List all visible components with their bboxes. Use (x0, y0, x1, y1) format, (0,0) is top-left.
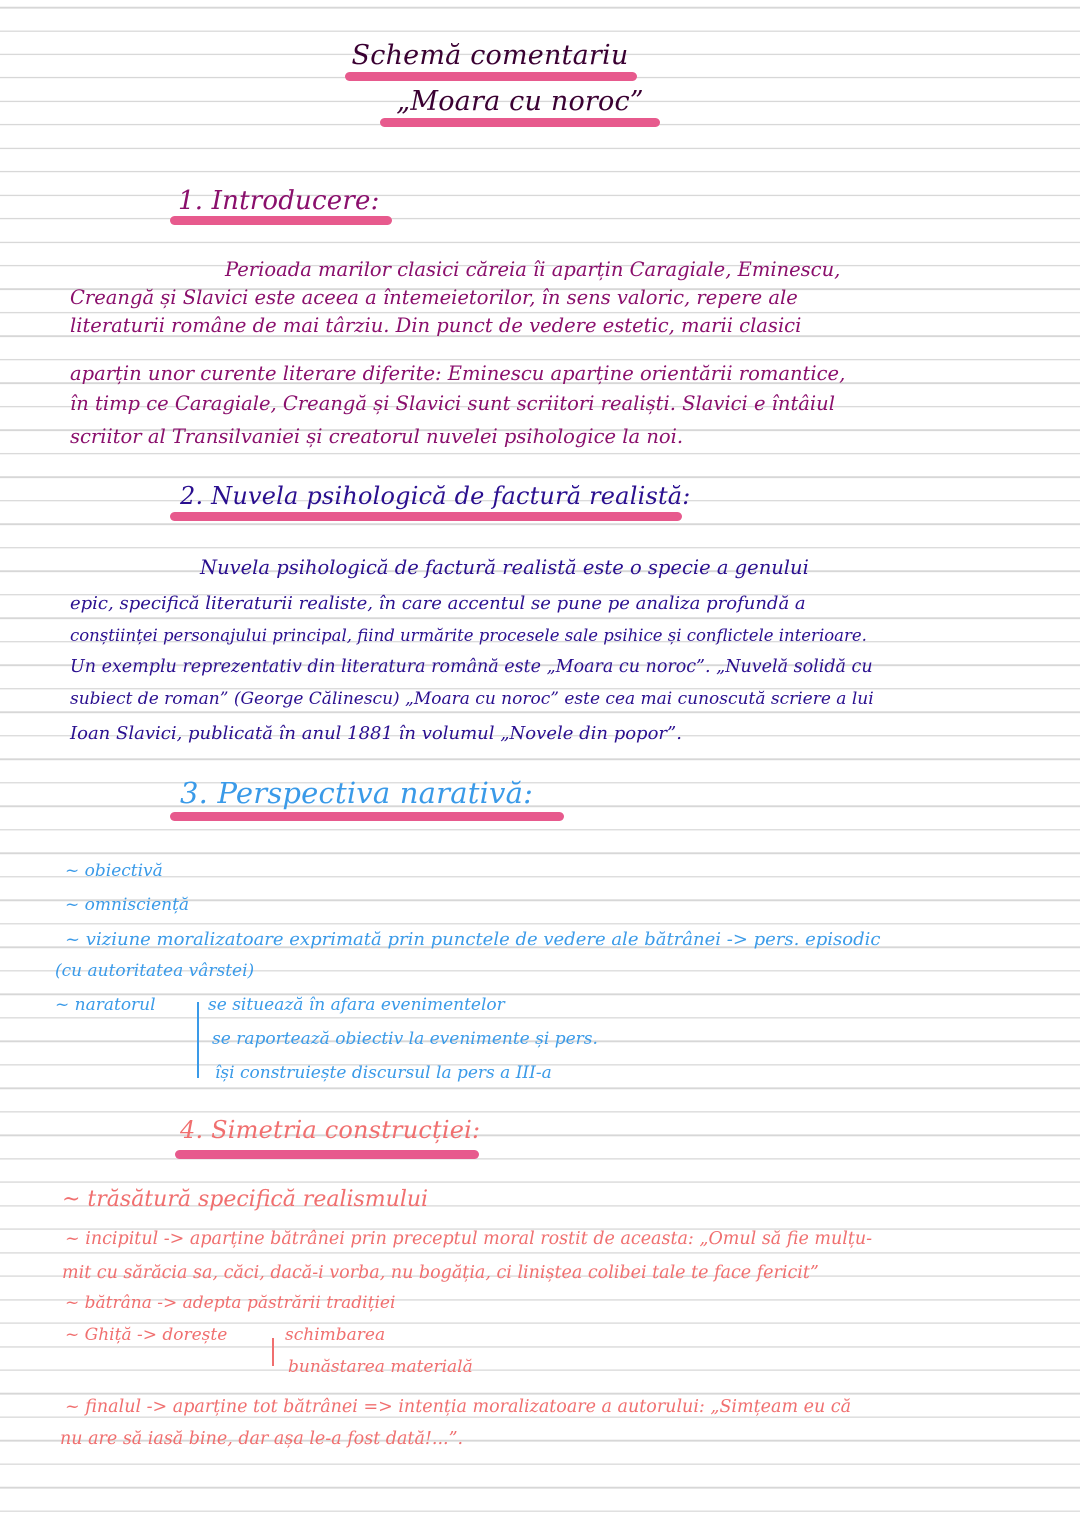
s2-line: Nuvela psihologică de factură realistă este o specie a genului (200, 556, 809, 579)
s3-heading: 3. Perspectiva narativă: (180, 776, 534, 810)
ghita-brace (272, 1338, 274, 1366)
s4-line: ~ finalul -> aparține tot bătrânei => intenția moralizatoare a autorului: „Simțeam eu că (65, 1397, 852, 1417)
s2-line: Un exemplu reprezentativ din literatura română este „Moara cu noroc”. „Nuvelă solidă cu (70, 657, 873, 677)
s1-heading-highlight (170, 216, 392, 225)
title-highlight-1 (345, 72, 637, 81)
page-subtitle: „Moara cu noroc” (396, 86, 644, 117)
s4-line: ~ bătrâna -> adepta păstrării tradiției (65, 1293, 396, 1313)
s4-heading-highlight (175, 1150, 479, 1159)
narrator-item: se raportează obiectiv la evenimente și pers. (212, 1029, 598, 1049)
narrator-brace (197, 1002, 199, 1078)
narrator-label: ~ naratorul (55, 995, 156, 1015)
s2-line: Ioan Slavici, publicată în anul 1881 în volumul „Novele din popor”. (70, 723, 682, 744)
s4-line: ~ trăsătură specifică realismului (62, 1187, 429, 1212)
s3-item: ~ omnisciență (65, 895, 190, 915)
ghita-label: ~ Ghiță -> dorește (65, 1325, 228, 1345)
s2-line: epic, specifică literaturii realiste, în care accentul se pune pe analiza profundă a (70, 593, 806, 614)
s3-item: ~ viziune moralizatoare exprimată prin punctele de vedere ale bătrânei -> pers. episodic (65, 929, 881, 950)
s1-line: scriitor al Transilvaniei și creatorul nuvelei psihologice la noi. (70, 425, 684, 448)
s4-heading: 4. Simetria construcției: (180, 1116, 481, 1144)
narrator-item: se situează în afara evenimentelor (208, 995, 505, 1015)
s4-line: ~ incipitul -> aparține bătrânei prin preceptul moral rostit de aceasta: „Omul să fie mulțu- (65, 1229, 873, 1249)
s2-line: conștiinței personajului principal, fiind urmărite procesele sale psihice și conflictele interioare. (70, 626, 867, 645)
s4-line: mit cu sărăcia sa, căci, dacă-i vorba, nu bogăția, ci liniștea colibei tale te face fericit” (62, 1263, 819, 1283)
page-title: Schemă comentariu (351, 40, 629, 71)
s1-line: literaturii române de mai târziu. Din punct de vedere estetic, marii clasici (70, 314, 802, 337)
s3-heading-highlight (170, 812, 564, 821)
ghita-item: schimbarea (285, 1325, 386, 1345)
s4-line: nu are să iasă bine, dar așa le-a fost dată!...”. (60, 1429, 464, 1449)
title-highlight-2 (380, 118, 660, 127)
ghita-item: bunăstarea materială (288, 1357, 473, 1377)
s2-heading: 2. Nuvela psihologică de factură realistă: (180, 482, 691, 510)
s3-item: ~ obiectivă (65, 861, 163, 881)
s1-line: Perioada marilor clasici căreia îi aparțin Caragiale, Eminescu, (225, 258, 841, 281)
s2-heading-highlight (170, 512, 682, 521)
narrator-item: își construiește discursul la pers a III-a (215, 1063, 552, 1083)
s1-line: în timp ce Caragiale, Creangă și Slavici sunt scriitori realiști. Slavici e întâiul (70, 392, 835, 415)
s1-line: aparțin unor curente literare diferite: Eminescu aparține orientării romantice, (70, 362, 846, 385)
s1-line: Creangă și Slavici este aceea a întemeietorilor, în sens valoric, repere ale (70, 286, 798, 309)
s3-item: (cu autoritatea vârstei) (55, 961, 255, 981)
s2-line: subiect de roman” (George Călinescu) „Moara cu noroc” este cea mai cunoscută scriere a lui (70, 689, 874, 709)
s1-heading: 1. Introducere: (178, 186, 380, 216)
